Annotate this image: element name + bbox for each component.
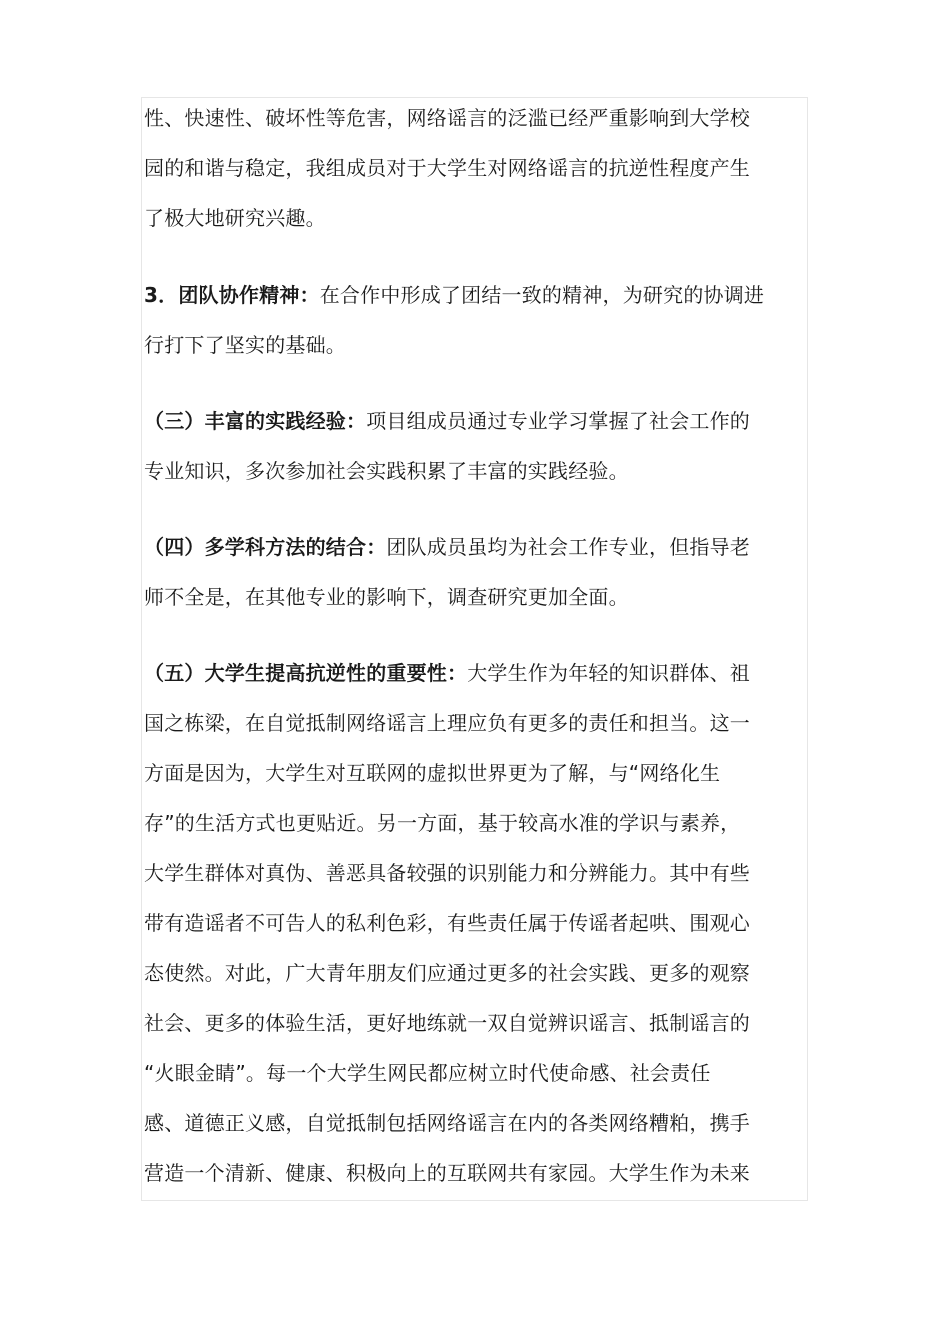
paragraph-line: 大学生群体对真伪、善恶具备较强的识别能力和分辨能力。其中有些 (144, 861, 750, 885)
paragraph-line: 师不全是，在其他专业的影响下，调查研究更加全面。 (144, 585, 629, 609)
paragraph-line (144, 281, 764, 309)
section-heading: （四）多学科方法的结合： (144, 535, 387, 559)
paragraph-text: 团队成员虽均为社会工作专业，但指导老 (386, 535, 751, 559)
paragraph-line (144, 533, 750, 561)
section-heading: 3．团队协作精神： (144, 283, 320, 307)
paragraph-line: 了极大地研究兴趣。 (144, 206, 326, 230)
paragraph-line: 专业知识，多次参加社会实践积累了丰富的实践经验。 (144, 459, 629, 483)
paragraph-line (144, 659, 750, 687)
paragraph-line (144, 407, 750, 435)
paragraph-line: 方面是因为，大学生对互联网的虚拟世界更为了解，与“网络化生 (144, 761, 721, 785)
paragraph-line: 园的和谐与稳定，我组成员对于大学生对网络谣言的抗逆性程度产生 (144, 156, 750, 180)
section-heading: （三）丰富的实践经验： (144, 409, 367, 433)
paragraph-line: 存”的生活方式也更贴近。另一方面，基于较高水准的学识与素养， (144, 811, 741, 835)
paragraph-line: 带有造谣者不可告人的私利色彩，有些责任属于传谣者起哄、围观心 (144, 911, 750, 935)
paragraph-line: 态使然。对此，广大青年朋友们应通过更多的社会实践、更多的观察 (144, 961, 750, 985)
section-heading: （五）大学生提高抗逆性的重要性： (144, 661, 468, 685)
paragraph-line: “火眼金睛”。每一个大学生网民都应树立时代使命感、社会责任 (144, 1061, 711, 1085)
paragraph-text: 大学生作为年轻的知识群体、祖 (467, 661, 751, 685)
paragraph-line: 社会、更多的体验生活，更好地练就一双自觉辨识谣言、抵制谣言的 (144, 1011, 750, 1035)
paragraph-text: 在合作中形成了团结一致的精神，为研究的协调进 (319, 283, 765, 307)
paragraph-line: 行打下了坚实的基础。 (144, 333, 346, 357)
paragraph-line: 营造一个清新、健康、积极向上的互联网共有家园。大学生作为未来 (144, 1161, 750, 1185)
paragraph-line: 国之栋梁，在自觉抵制网络谣言上理应负有更多的责任和担当。这一 (144, 711, 750, 735)
paragraph-line: 感、道德正义感，自觉抵制包括网络谣言在内的各类网络糟粕，携手 (144, 1111, 750, 1135)
paragraph-line: 性、快速性、破坏性等危害，网络谣言的泛滥已经严重影响到大学校 (144, 106, 750, 130)
paragraph-text: 项目组成员通过专业学习掌握了社会工作的 (366, 409, 751, 433)
